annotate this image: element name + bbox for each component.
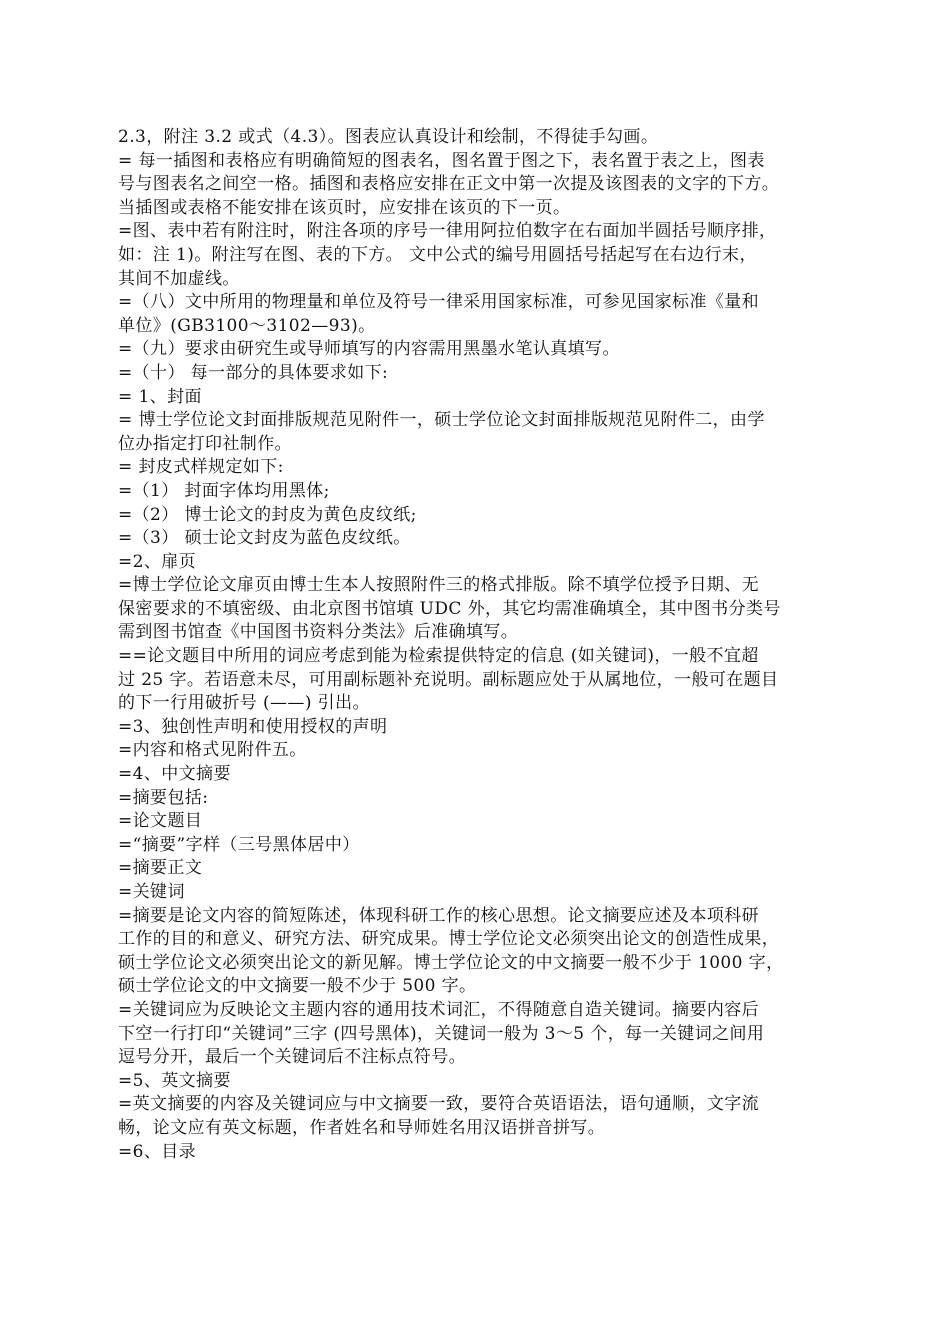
document-line: =2、扉页 (118, 551, 197, 572)
document-line: ==论文题目中所用的词应考虑到能为检索提供特定的信息 (如关键词)，一般不宜超 (118, 646, 759, 667)
document-line: 过 25 字。若语意未尽，可用副标题补充说明。副标题应处于从属地位，一般可在题目 (118, 669, 779, 690)
document-line: = 封皮式样规定如下: (118, 457, 284, 478)
document-line: =摘要包括: (118, 787, 209, 808)
document-line: =（2） 博士论文的封皮为黄色皮纹纸; (118, 504, 417, 525)
document-line: 的下一行用破折号 (——) 引出。 (118, 693, 370, 714)
document-line: =摘要正文 (118, 858, 203, 879)
document-line: =关键词 (118, 882, 185, 902)
document-line: = 博士学位论文封面排版规范见附件一，硕士学位论文封面排版规范见附件二，由学 (118, 410, 765, 431)
document-line: 单位》(GB3100～3102—93)。 (118, 315, 376, 336)
document-line: =5、英文摘要 (118, 1070, 231, 1091)
document-line: =英文摘要的内容及关键词应与中文摘要一致，要符合英语语法，语句通顺，文字流 (118, 1094, 760, 1115)
document-line: =（1） 封面字体均用黑体; (118, 480, 330, 501)
document-line: 下空一行打印“关键词”三字 (四号黑体)，关键词一般为 3～5 个，每一关键词之间用 (118, 1023, 765, 1044)
document-line: = 1、封面 (118, 386, 202, 407)
document-line: =（八）文中所用的物理量和单位及符号一律采用国家标准，可参见国家标准《量和 (118, 292, 760, 313)
document-line: 需到图书馆查《中国图书资料分类法》后准确填写。 (118, 622, 519, 643)
document-line: =（3） 硕士论文封皮为蓝色皮纹纸。 (118, 528, 411, 549)
document-line: 2.3，附注 3.2 或式（4.3）。图表应认真设计和绘制，不得徒手勾画。 (118, 127, 659, 147)
document-line: =4、中文摘要 (118, 764, 231, 785)
document-line: 畅，论文应有英文标题，作者姓名和导师姓名用汉语拼音拼写。 (118, 1117, 606, 1138)
document-line: =6、目录 (118, 1141, 197, 1162)
document-line: =（九）要求由研究生或导师填写的内容需用黑墨水笔认真填写。 (118, 339, 620, 360)
document-line: =博士学位论文扉页由博士生本人按照附件三的格式排版。除不填学位授予日期、无 (118, 575, 760, 596)
document-line: 工作的目的和意义、研究方法、研究成果。博士学位论文必须突出论文的创造性成果， (118, 929, 780, 950)
document-line: =图、表中若有附注时，附注各项的序号一律用阿拉伯数字在右面加半圆括号顺序排， (118, 221, 777, 242)
document-line: 当插图或表格不能安排在该页时，应安排在该页的下一页。 (118, 197, 571, 218)
document-line: 如：注 1)。附注写在图、表的下方。 文中公式的编号用圆括号括起写在右边行末， (118, 244, 757, 265)
document-line: 硕士学位论文的中文摘要一般不少于 500 字。 (118, 976, 477, 997)
document-line: =（十） 每一部分的具体要求如下: (118, 362, 389, 383)
document-line: =关键词应为反映论文主题内容的通用技术词汇，不得随意自造关键词。摘要内容后 (118, 999, 760, 1020)
document-line: 保密要求的不填密级、由北京图书馆填 UDC 外，其它均需准确填全，其中图书分类号 (118, 598, 781, 619)
document-line: 其间不加虚线。 (118, 268, 240, 289)
document-line: =内容和格式见附件五。 (118, 740, 307, 761)
document-line: =3、独创性声明和使用授权的声明 (118, 716, 388, 737)
document-line: =论文题目 (118, 811, 203, 832)
document-line: 硕士学位论文必须突出论文的新见解。博士学位论文的中文摘要一般不少于 1000 字， (118, 952, 784, 973)
document-body (118, 126, 840, 1164)
document-line: 号与图表名之间空一格。插图和表格应安排在正文中第一次提及该图表的文字的下方。 (118, 174, 780, 195)
document-line: =摘要是论文内容的简短陈述，体现科研工作的核心思想。论文摘要应述及本项科研 (118, 905, 760, 926)
document-line: =“摘要”字样（三号黑体居中） (118, 834, 360, 855)
document-line: 逗号分开，最后一个关键词后不注标点符号。 (118, 1047, 466, 1068)
document-line: 位办指定打印社制作。 (118, 433, 292, 454)
document-line: = 每一插图和表格应有明确简短的图表名，图名置于图之下，表名置于表之上，图表 (118, 150, 765, 171)
